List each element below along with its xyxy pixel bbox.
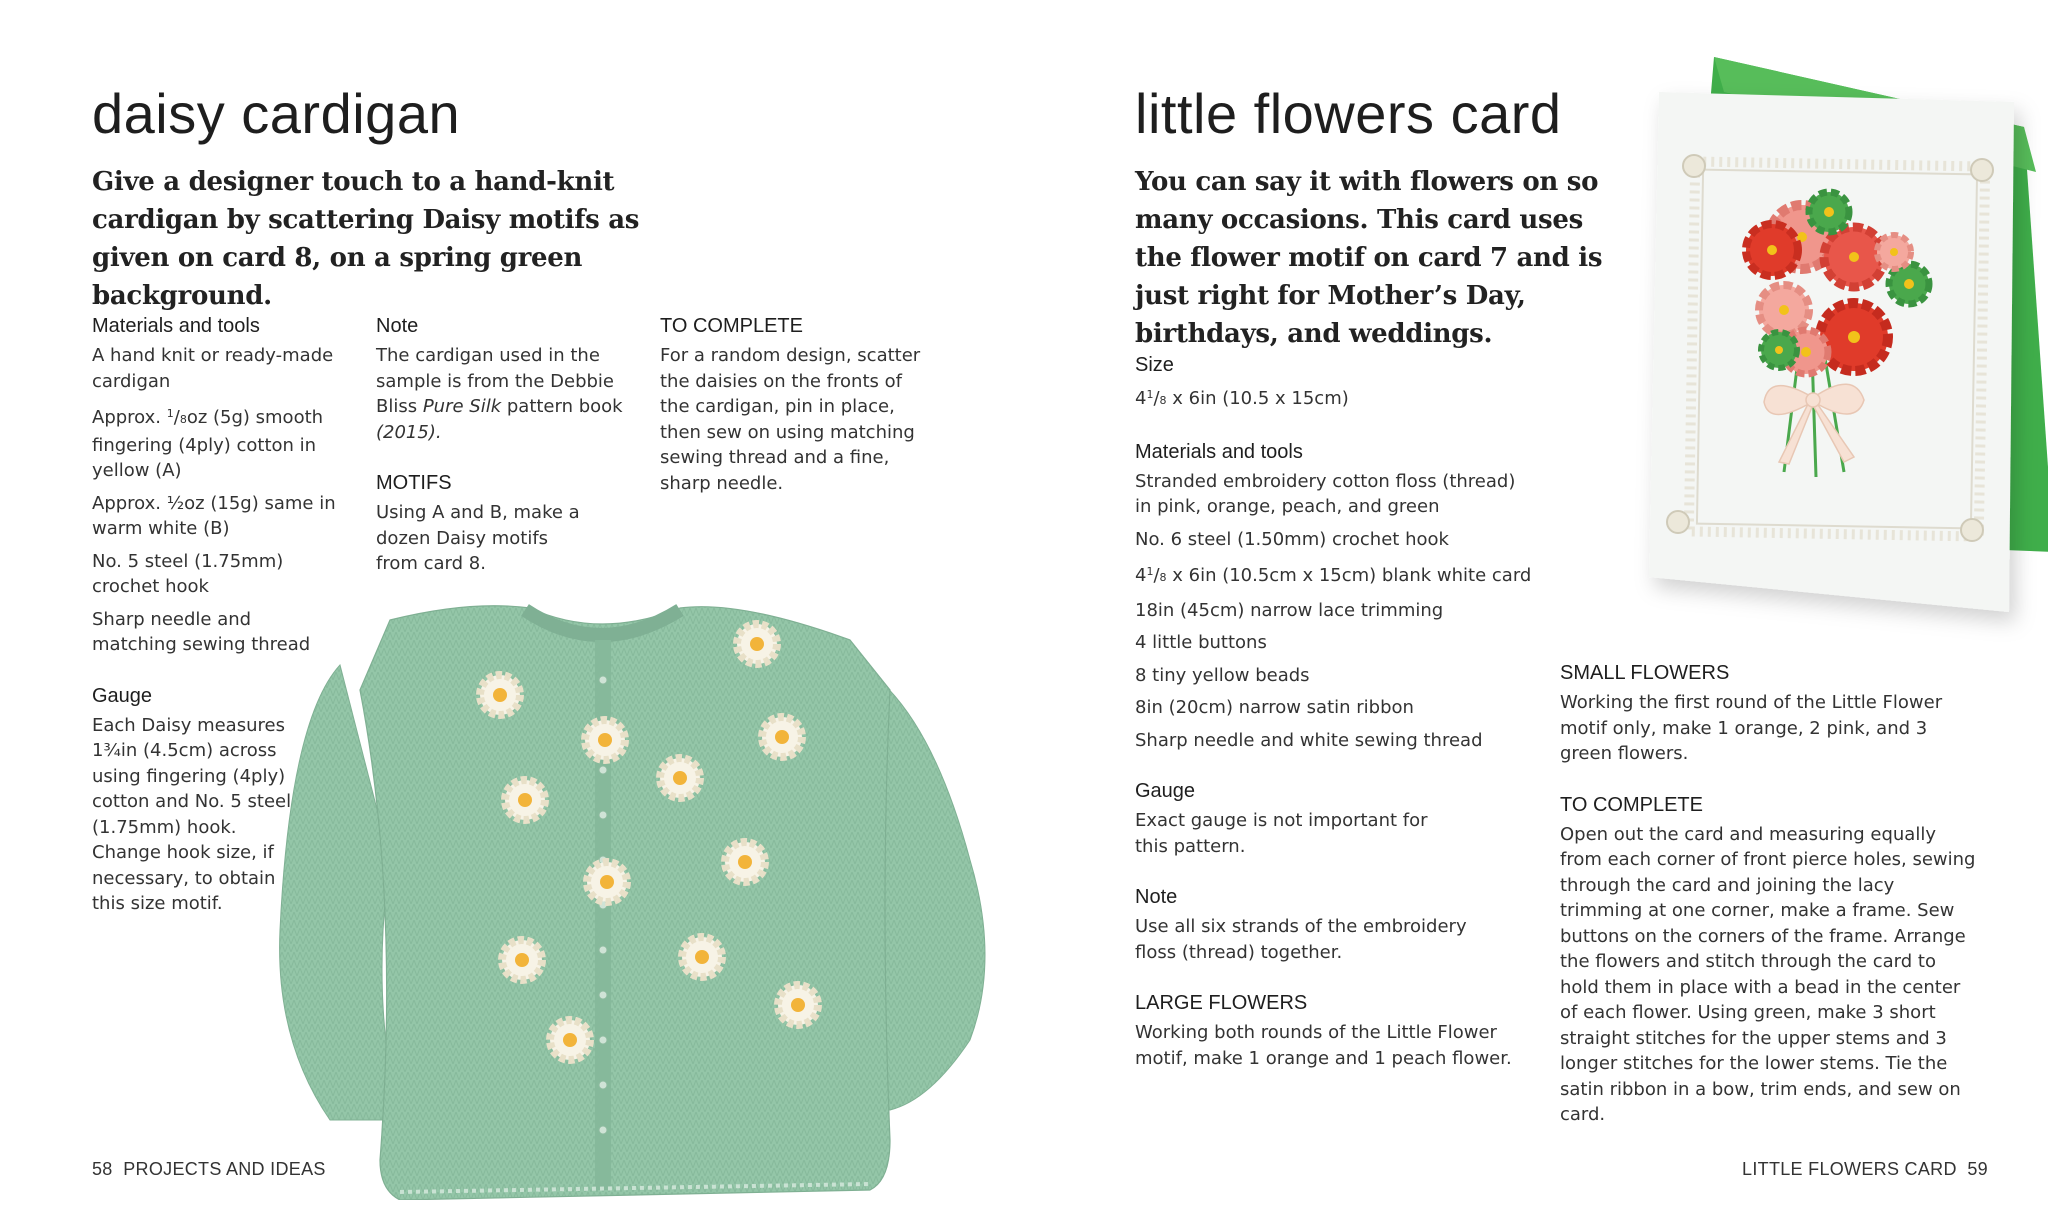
daisy-icon [587,862,627,902]
gauge-text: Exact gauge is not important for this pattern. [1135,810,1428,857]
right-column-2 [1560,661,1980,1154]
left-column-2 [376,314,641,603]
list-item: $4^1/8$ x 6in (10.5cm x 15cm) blank white card [1135,565,1532,586]
right-page [1024,0,2048,1213]
motifs-heading: MOTIFS [376,472,452,494]
motifs-text: Using A and B, make a dozen Daisy motifs from card 8. [376,502,580,574]
daisy-icon [778,985,818,1025]
to-complete-heading: TO COMPLETE [660,315,803,337]
list-item: 18in (45cm) narrow lace trimming [1135,599,1444,621]
flowers-card-photo [1554,52,2048,652]
note-heading: Note [1135,886,1178,908]
daisy-icon [505,780,545,820]
flower-icon [1746,224,1798,276]
list-item: 8in (20cm) narrow satin ribbon [1135,697,1414,718]
small-flowers-heading: SMALL FLOWERS [1560,662,1730,684]
small-flowers-text: Working the first round of the Little Flower motif only, make 1 orange, 2 pink, and 3 green flowers. [1560,692,1943,764]
list-item: No. 5 steel (1.75mm) crochet hook [92,550,284,597]
note-heading: Note [376,315,419,337]
to-complete-text: For a random design, scatter the daisies on the fronts of the cardigan, pin in place, then sew on using matching sewing thread and a fine, sharp needle. [660,345,921,494]
page-title-little-flowers-card: little flowers card [1135,82,1562,145]
flower-icon [1761,332,1797,368]
daisy-icon [480,675,520,715]
size-heading: Size [1135,354,1174,376]
page-number: 58 [92,1159,113,1179]
gauge-text: Each Daisy measures 1¾in (4.5cm) across using fingering (4ply) cotton and No. 5 steel (1.75mm) hook. Change hook size, if necessary, to obtain this size motif. [92,714,292,914]
list-item: Approx. ½oz (15g) same in warm white (B) [92,492,336,539]
materials-heading: Materials and tools [1135,440,1303,463]
daisy-icon [762,717,802,757]
note-text: Use all six strands of the embroidery floss (thread) together. [1135,916,1467,963]
to-complete-heading: TO COMPLETE [1560,793,1703,816]
cardigan-photo [270,600,1000,1200]
button-icon [1667,511,1689,533]
flower-icon [1809,192,1849,232]
left-column-3 [660,314,930,496]
list-item: Approx. $^1$/8oz (5g) smooth fingering (4ply) cotton in yellow (A) [92,407,324,481]
daisy-icon [502,940,542,980]
to-complete-text: Open out the card and measuring equally from each corner of front pierce holes, sewing through the card and joining the lacy trimming at one corner, make a frame. Sew buttons on the corners of the frame. Arrange the flowers and stitch through the card to hold them in place with a bead in the center of each flower. Using green, make 3 short straight stitches for the upper stems and 3 longer stitches for the lower stems. Tie the satin ribbon in a bow, trim ends, and sew on card. [1560,823,1976,1125]
button-icon [1683,155,1705,177]
intro-little-flowers-card: You can say it with flowers on so many occasions. This card uses the flower motif on card 7 and is just right for Mother’s Day, birthdays, and weddings. [1135,167,1603,349]
daisy-icon [725,842,765,882]
list-item: No. 6 steel (1.50mm) crochet hook [1135,528,1449,550]
daisy-icon [660,758,700,798]
right-column-1 [1135,353,1545,1097]
materials-heading: Materials and tools [92,315,260,337]
list-item: Sharp needle and white sewing thread [1135,729,1483,751]
size-text: $4^1/8$ x 6in (10.5 x 15cm) [1135,388,1349,409]
large-flowers-heading: LARGE FLOWERS [1135,992,1308,1014]
intro-daisy-cardigan: Give a designer touch to a hand-knit cardigan by scattering Daisy motifs as given on card 8, on a spring green background. [92,167,640,311]
gauge-heading: Gauge [92,684,153,707]
button-icon [1961,519,1983,541]
note-text: The cardigan used in the sample is from the Debbie Bliss Pure Silk pattern book (2015). [376,345,623,443]
left-folio [92,1159,326,1180]
list-item: 4 little buttons [1135,632,1267,653]
list-item: 8 tiny yellow beads [1135,664,1310,686]
list-item: Stranded embroidery cotton floss (thread) in pink, orange, peach, and green [1135,470,1516,517]
daisy-icon [585,720,625,760]
right-folio [1742,1159,1988,1180]
flower-icon [1877,235,1911,269]
flower-icon [1820,303,1888,371]
page-number: 59 [1967,1159,1988,1179]
materials-list [1135,469,1545,754]
large-flowers-text: Working both rounds of the Little Flower motif, make 1 orange and 1 peach flower. [1135,1022,1512,1069]
daisy-icon [550,1020,590,1060]
daisy-icon [737,624,777,664]
daisy-icon [682,937,722,977]
list-item: Sharp needle and matching sewing thread [92,608,311,655]
list-item: A hand knit or ready-made cardigan [92,345,334,392]
button-icon [1971,159,1993,181]
section-label: PROJECTS AND IDEAS [123,1159,326,1179]
page-title-daisy-cardigan: daisy cardigan [92,82,461,145]
gauge-heading: Gauge [1135,780,1196,802]
section-label: LITTLE FLOWERS CARD [1742,1159,1957,1179]
